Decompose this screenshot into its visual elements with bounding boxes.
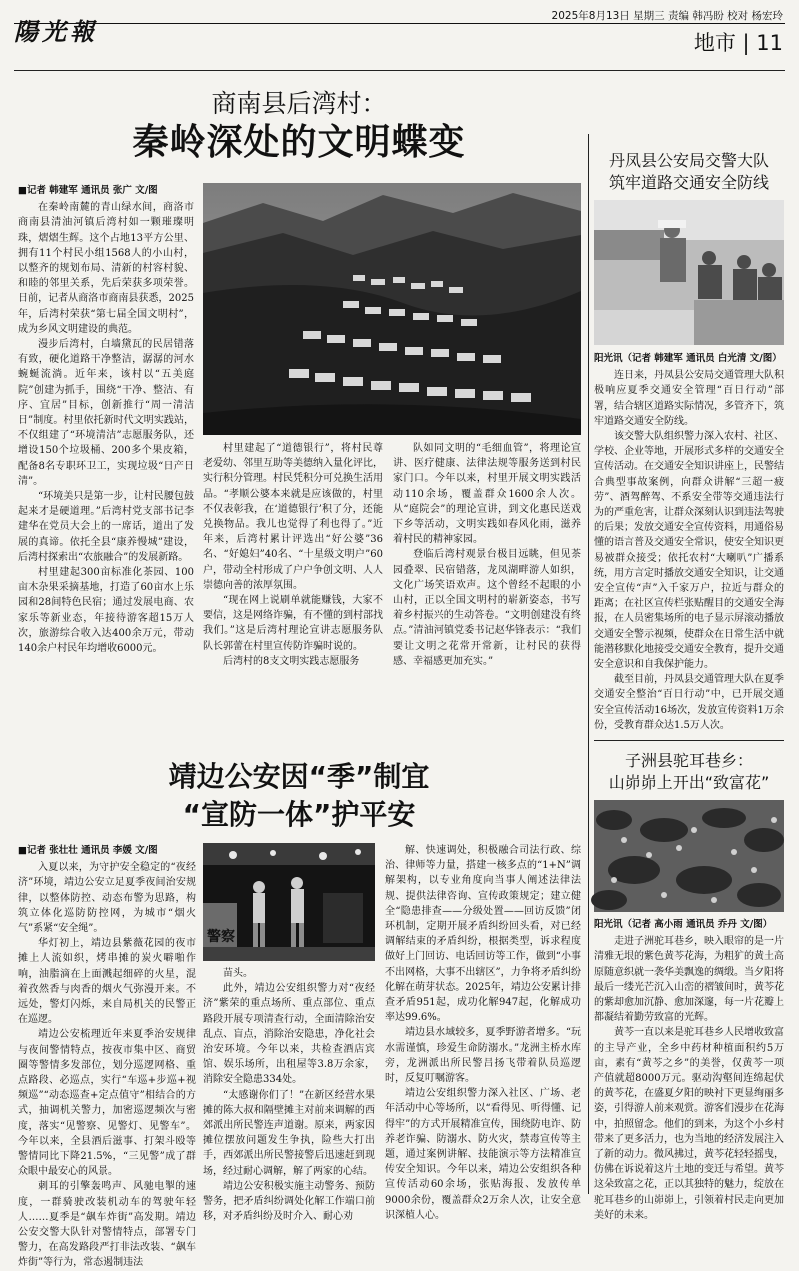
side2-title-line-1: 子洲县驼耳巷乡： — [624, 751, 753, 770]
paragraph: 靖边公安积极实施主动警务、预防警务，把矛盾纠纷调处化解工作端口前移，对矛盾纠纷及时介入、耐心劝 — [203, 1180, 375, 1223]
story2-title-line-1: 靖边公安因“季”制宜 — [168, 760, 430, 793]
story1-kicker: 商南县后湾村： — [211, 89, 387, 118]
skullcap-flower-image — [594, 800, 784, 912]
dateline: 2025年8月13日 星期三 责编 韩冯盼 校对 杨宏玲 — [551, 10, 783, 22]
side1-title — [594, 150, 784, 194]
paragraph: 靖边县水域较多，夏季野游者增多。“玩水需谨慎，珍爱生命防溺水。”龙洲主桥水库旁，龙洲派出所民警吕扬飞带着队员巡逻时，反复叮嘱游客。 — [385, 1027, 581, 1085]
paragraph: 解、快速调处，积极融合司法行政、综治、律师等力量，搭建一核多点的“1+N”调解架构，以专业角度向当事人阐述法律法规、提供法律咨询、宣传政策规定；建立健全“隐患排查——分级处置——回访反馈”闭环机制，定期开展矛盾纠纷回头看，对已经调解结束的矛盾纠纷，根据类型，诉求程度做好上门回访、电话回访等工作，做到“小事不出网格，大事不出辖区”，力争将矛盾纠纷化解在萌芽状态。2025年，靖边公安累计排查矛盾951起，成功化解947起，化解成功率达99.6%。 — [385, 845, 581, 1024]
side1-body — [594, 351, 784, 736]
side1-caption: 阳光讯（记者 韩建军 通讯员 白光清 文/图） — [594, 353, 782, 364]
paragraph: 苗头。 — [223, 968, 253, 979]
paragraph: 登临后湾村观景台极目远眺，但见茶园叠翠、民宿错落，龙凤湖畔游人如织，文化广场笑语欢声。这个曾经不起眼的小山村，正以全国文明村的崭新姿态，书写着乡村振兴的生动答卷。“文明创建没有终点。”清油河镇党委书记赵华锋表示：“我们要让文明之花常开常新，让村民的获得感、幸福感更加充实。” — [393, 549, 581, 667]
story1-column-3 — [393, 441, 581, 741]
masthead-bottom-rule — [14, 70, 785, 71]
masthead — [14, 4, 785, 55]
side2-caption: 阳光讯（记者 高小雨 通讯员 乔丹 文/图） — [594, 919, 773, 930]
paragraph: 靖边公安梳理近年来夏季治安规律与夜间警情特点，按夜市集中区、商贸圈等警情多发部位，划分巡逻网格、重点路段、必巡点，实行“车巡+步巡+视频巡”“动态巡查+定点值守”相结合的方式，抽调机关警力，加密巡逻频次与密度，落实“见警察、见警灯、见警车”。今年以来，全县酒后滋事、打架斗殴等警情同比下降21.5%，“三见警”成了群众眼中最安心的风景。 — [18, 1029, 196, 1178]
side2-title-line-2: 山峁峁上开出“致富花” — [608, 773, 770, 792]
side2-title — [594, 750, 784, 794]
village-photo — [203, 183, 581, 435]
side1-title-line-1: 丹凤县公安局交警大队 — [608, 151, 769, 170]
paragraph: 该交警大队组织警力深入农村、社区、学校、企业等地，开展形式多样的交通安全宣传活动。在交通安全知识讲座上，民警结合典型事故案例，向群众讲解“三超一疲劳”、酒驾醉驾、不系安全带等交通违法行为的严重危害，让群众深刻认识到违法驾驶的后果；发放交通安全宣传资料，用通俗易懂的语言普及交通安全常识，使安全知识更易被群众接受；依托农村“大喇叭”广播系统，用方言定时播放交通安全知识，让交通安全宣传“声”入千家万户，拉近与群众的距离；在社区宣传栏张贴醒目的交通安全海报，在人员密集场所的电子显示屏滚动播放交通安全警示视频，使群众在日常生活中就能潜移默化地接受交通安全教育，提升交通安全意识和自我保护能力。 — [594, 431, 784, 671]
story2-byline: ■记者 张壮壮 通讯员 李媛 文/图 — [18, 845, 158, 856]
flower-field-photo — [594, 800, 784, 912]
story1-byline: ■记者 韩建军 通讯员 张广 文/图 — [18, 185, 158, 196]
traffic-safety-lecture-image — [594, 200, 784, 345]
paragraph: 连日来，丹凤县公安局交通管理大队积极响应夏季交通安全管理“百日行动”部署，结合辖区道路实际情况，多管齐下，筑牢道路交通安全防线。 — [594, 370, 784, 427]
paragraph: 入夏以来，为守护安全稳定的“夜经济”环境，靖边公安立足夏季夜间治安规律，以整体防控、动态布警为思路，构筑立体化巡防防控网，为城市“烟火气”系紧“安全绳”。 — [18, 862, 196, 935]
side1-title-line-2: 筑牢道路交通安全防线 — [608, 173, 769, 192]
side2-body — [594, 917, 784, 1221]
paragraph: 靖边公安组织警力深入社区、广场、老年活动中心等场所，以“看得见、听得懂、记得牢”的方式开展精准宣传，围绕防电诈、防养老诈骗、防溺水、防火灾，禁毒宣传等主题，通过案例讲解、技能演示等方法精准宣传安全知识。今年以来，靖边公安组织各种宣传活动60余场，张贴海报、发放传单9000余份，覆盖群众2万余人次，让安全意识深植人心。 — [385, 1088, 581, 1221]
paragraph: 截至目前，丹凤县交通管理大队在夏季交通安全整治“百日行动”中，已开展交通安全宣传活动16场次，发放宣传资料1万余份，受教育群众达1.5万人次。 — [594, 674, 784, 731]
story2-title-line-2: “宣防一体”护平安 — [182, 798, 416, 831]
paragraph: “太感谢你们了！”在新区经营水果摊的陈大叔和隔壁摊主对前来调解的西郊派出所民警连声道谢。原来，两家因摊位摆放问题发生争执，险些大打出手，西郊派出所民警接警后迅速赶到现场，经过耐心调解，解了两家的心结。 — [203, 1089, 375, 1177]
paragraph: 在秦岭南麓的青山绿水间，商洛市商南县清油河镇后湾村如一颗璀璨明珠，熠熠生辉。这个占地13平方公里、拥有11个村民小组1568人的小山村，以整齐的规划布局、清新的村容村貌、和睦的邻里关系，先后荣获多项荣誉。日前，记者从商洛市商南县获悉，2025年，后湾村荣获“第七届全国文明村”，成为乡风文明建设的典范。 — [18, 202, 194, 335]
paragraph: 华灯初上，靖边县紫薇花园的夜市摊上人流如织，烤串摊的炭火噼啪作响，油脂滴在上面溅起细碎的火星，混着孜然香与肉香的烟火气弥漫开来。不远处，警灯闪烁，来自局机关的民警正在巡逻。 — [18, 938, 196, 1026]
story2-column-2 — [203, 966, 375, 1223]
masthead-rule — [14, 23, 785, 24]
paragraph: 漫步后湾村，白墙黛瓦的民居错落有致，硬化道路干净整洁，潺潺的河水蜿蜒流淌。近年来，该村以“五美庭院”创建为抓手，围绕“干净、整洁、有序、宜居”目标，创新推行“周一清洁日”制度。村里依托新时代文明实践站，不仅组建了“环境清洁”志愿服务队，还增设150个垃圾桶、200多个果皮箱，配备8名专职环卫工，实现垃圾“日产日清”。 — [18, 339, 194, 487]
paragraph: 走进子洲驼耳巷乡，映入眼帘的是一片清雅无垠的紫色黄芩花海，为粗犷的黄土高原随意织就一袭华美飘逸的绸缎。当夕阳将最后一缕光芒沉入山峦的褶皱间时，黄芩花的紫却愈加沉静、愈加深邃，每一片花瓣上都凝结着勤劳致富的光辉。 — [594, 936, 784, 1024]
police-sign-text: 警察 — [207, 929, 235, 945]
police-patrol-photo — [203, 843, 375, 961]
paragraph: 后湾村的8支文明实践志愿服务 — [223, 655, 360, 667]
story2-column-1 — [18, 843, 196, 1269]
side-divider — [594, 740, 784, 741]
paragraph: 此外，靖边公安组织警力对“夜经济”紫荣的重点场所、重点部位、重点路段开展专项清查行动，全面清除治安乱点、盲点，消除治安隐患，净化社会治安环境。今年以来，共检查酒店宾馆、娱乐场所，出租屋等3.8万余家，消除安全隐患334处。 — [203, 983, 375, 1086]
mountain-village-image — [203, 183, 581, 435]
story1-column-2 — [203, 441, 383, 741]
story1-title: 秦岭深处的文明蝶变 — [132, 122, 466, 163]
paragraph: 村里建起300亩标准化茶园、100亩木杂果采摘基地，打造了60亩水上乐园和28间特色民宿；通过发展电商、农家乐等新业态，年接待游客超15万人次，旅游综合收入达400余万元，带动140余户村民年均增收6000元。 — [18, 567, 194, 655]
story2-title — [14, 758, 584, 834]
traffic-police-photo — [594, 200, 784, 345]
column-divider — [588, 134, 589, 1194]
story2-column-3 — [385, 843, 581, 1221]
newspaper-logo: 陽光報 — [14, 17, 98, 46]
paragraph: “环境美只是第一步，让村民腰包鼓起来才是硬道理。”后湾村党支部书记李建华在党员大会上的一席话，道出了发展的真谛。依托全县“康养慢城”建设，后湾村探索出“农旅融合”的发展新路。 — [18, 491, 194, 563]
night-patrol-image — [203, 843, 375, 961]
section-label: 地市 | 11 — [693, 31, 783, 55]
story1-column-1 — [18, 183, 194, 743]
paragraph: 队如同文明的“毛细血管”，将理论宣讲、医疗健康、法律法规等服务送到村民家门口。今年以来，村里开展文明实践活动110余场，覆盖群众1600余人次。从“庭院会”的理论宣讲，到文化惠民送戏下乡等活动，文明实践如春风化雨，滋养着村民的精神家园。 — [393, 443, 581, 546]
paragraph: 黄芩一直以来是驼耳巷乡人民增收致富的主导产业，全乡中药材种植面积约5万亩，素有“黄芩之乡”的美誉，仅黄芩一项产值就超8000万元。驱动沟壑间连绵起伏的黄芩花，在盛夏夕阳的映衬下更显绚丽多姿，引得游人前来观赏。游客们漫步在花海中，拍照留念。他们的到来，为这个小乡村带来了更多活力，也为当地的经济发展注入了新的动力。微风拂过，黄芩花轻轻摇曳，仿佛在诉说着这片土地的变迁与希望。黄芩这朵致富之花，正以其独特的魅力，绽放在驼耳巷乡的山峁峁上，引领着村民走向更加美好的未来。 — [594, 1027, 784, 1221]
paragraph: “现在网上说刷单就能赚钱，大家不要信，这是网络诈骗，有不懂的到村部找我们。”这是后湾村理论宣讲志愿服务队队长郭蕾在村里宣传防诈骗时说的。 — [203, 595, 383, 652]
paragraph: 刺耳的引擎轰鸣声、风驰电掣的速度，一群骑驶改装机动车的驾驶年轻人……夏季是“飙车炸街”高发期。靖边公安交警大队针对警情特点，部署专门警力，在高发路段严打非法改装、“飙车炸街”等行为，常态遏制违法 — [18, 1181, 196, 1269]
paragraph: 村里建起了“道德银行”，将村民尊老爱幼、邻里互助等美德纳入量化评比，实行积分管理。村民凭积分可兑换生活用品。“孝顺公婆本来就是应该做的，村里不仅表彰我，在‘道德银行’积了分，还能兑换物品。我儿也觉得了利也得了。”近年来，后湾村累计评选出“好公婆”36名、“好媳妇”40名、“十星级文明户”60户，带动全村形成了户户争创文明、人人崇德向善的浓厚氛围。 — [203, 443, 383, 591]
